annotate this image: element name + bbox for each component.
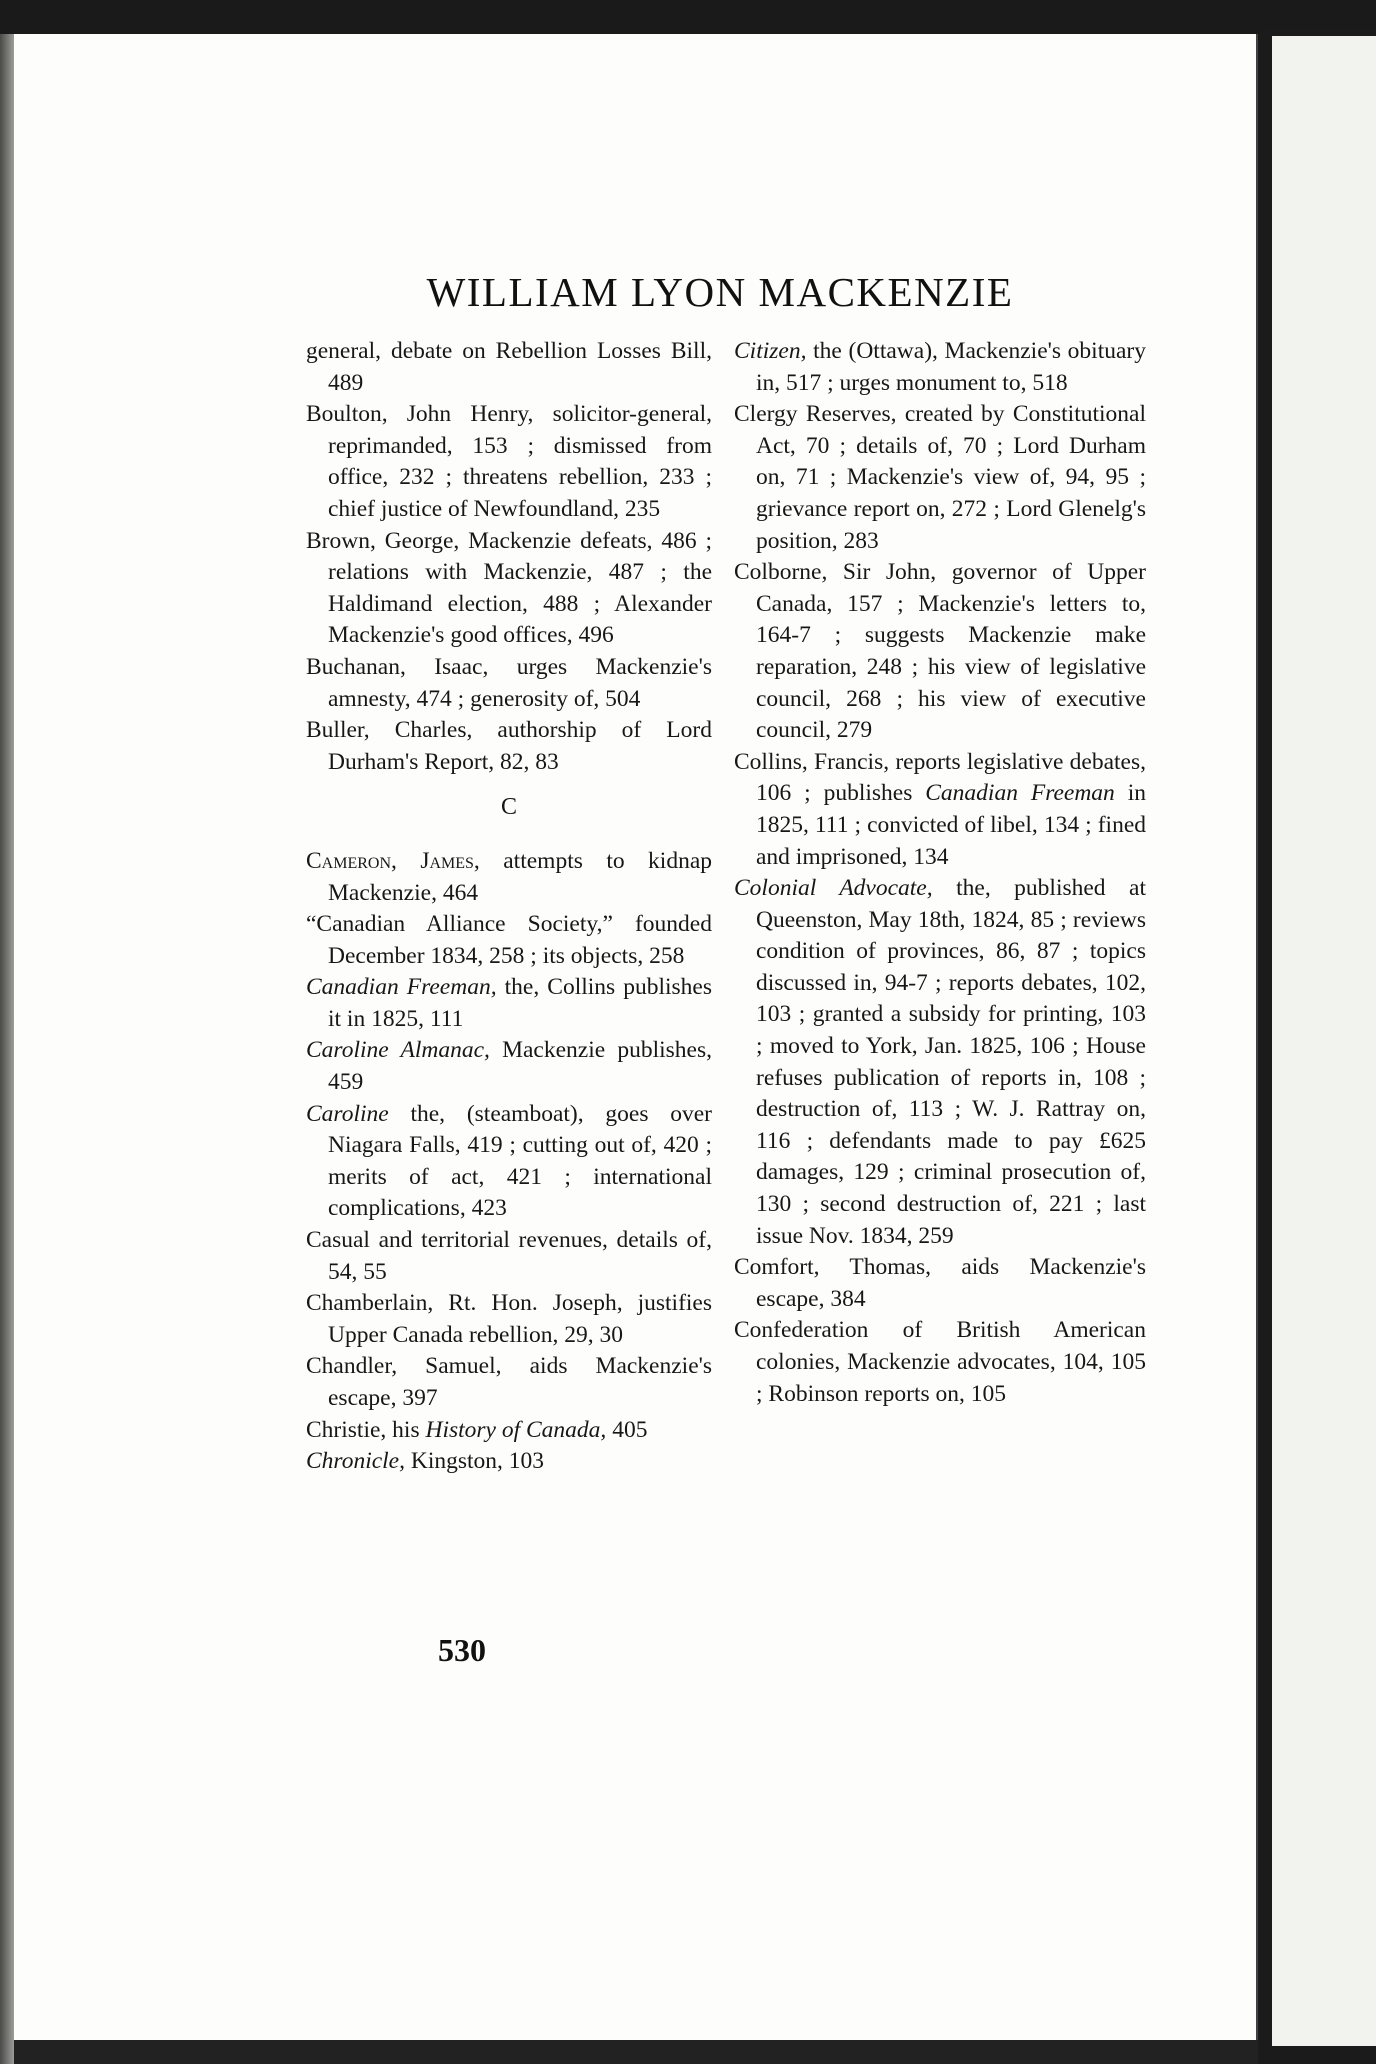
index-entry-christie (306, 1415, 712, 1447)
entry-text: the, published at Queenston, May 18th, 1824, 85 ; reviews condition of provinces, 86, 87 ; topics discussed in, 94-7 ; reports debates, 102, 103 ; granted a subsidy for printing, 103 ; moved to York, Jan. 1825, 106 ; House refuses publication of reports in, 108 ; destruction of, 113 ; W. J. Rattray on, 116 ; defendants made to pay £625 damages, 129 ; criminal prosecution of, 130 ; second destruction of, 221 ; last issue Nov. 1834, 259 (756, 875, 1146, 1249)
index-entry-cameron (306, 846, 712, 909)
entry-text: the, (steamboat), goes over Niagara Falls, 419 ; cutting out of, 420 ; merits of act, 421 ; international complications, 423 (328, 1100, 712, 1222)
entry-title: Canadian Freeman, (306, 974, 497, 1001)
index-entry-chandler: Chandler, Samuel, aids Mackenzie's escape, 397 (306, 1353, 712, 1411)
index-entry-alliance: “Canadian Alliance Society,” founded December 1834, 258 ; its objects, 258 (306, 911, 712, 969)
index-entry-boulton: Boulton, John Henry, solicitor-general, reprimanded, 153 ; dismissed from office, 232 ; threatens rebellion, 233 ; chief justice of Newfoundland, 235 (306, 401, 712, 522)
index-entry-brown: Brown, George, Mackenzie defeats, 486 ; relations with Mackenzie, 487 ; the Haldimand election, 488 ; Alexander Mackenzie's good offices, 496 (306, 527, 712, 649)
index-column-right (734, 336, 1146, 1410)
page-number: 530 (438, 1632, 486, 1668)
index-entry-collins (734, 747, 1146, 873)
index-entry-clergy: Clergy Reserves, created by Constitutional Act, 70 ; details of, 70 ; Lord Durham on, 71 ; Mackenzie's view of, 94, 95 ; grievance report on, 272 ; Lord Glenelg's position, 283 (734, 401, 1146, 554)
scan-bottom-border (14, 2040, 1258, 2064)
entry-text: the (Ottawa), Mackenzie's obituary in, 517 ; urges monument to, 518 (756, 338, 1146, 396)
entry-text: Christie, his (306, 1416, 426, 1443)
entry-title: Chronicle, (306, 1448, 405, 1475)
entry-heading: Cameron, James, (306, 847, 480, 874)
entry-title: History of Canada, (425, 1416, 607, 1443)
index-entry-buller: Buller, Charles, authorship of Lord Durham's Report, 82, 83 (306, 717, 712, 775)
book-gutter-left (0, 34, 14, 2064)
index-entry-caroline (306, 1099, 712, 1225)
entry-text: Mackenzie publishes, 459 (328, 1037, 713, 1096)
index-entry-general: general, debate on Rebellion Losses Bill, 489 (306, 338, 712, 396)
index-entry-citizen (734, 336, 1146, 399)
entry-title: Caroline Almanac, (306, 1037, 490, 1064)
index-entry-confederation: Confederation of British American colonies, Mackenzie advocates, 104, 105 ; Robinson reports on, 105 (734, 1317, 1146, 1407)
index-entry-colonial-advocate (734, 873, 1146, 1252)
entry-title: Canadian Freeman (925, 780, 1115, 807)
index-entry-casual: Casual and territorial revenues, details of, 54, 55 (306, 1227, 712, 1285)
entry-title: Citizen, (734, 338, 807, 364)
entry-text: the, Collins publishes it in 1825, 111 (328, 974, 712, 1032)
entry-text: Collins, Francis, reports legislative debates, 106 ; publishes (734, 748, 1146, 807)
running-head: WILLIAM LYON MACKENZIE (426, 269, 1014, 315)
index-entry-canadian-freeman (306, 972, 712, 1035)
index-entry-chamberlain: Chamberlain, Rt. Hon. Joseph, justifies Upper Canada rebellion, 29, 30 (306, 1290, 712, 1348)
section-letter-c: C (500, 794, 517, 821)
entry-title: Colonial Advocate, (734, 875, 933, 902)
index-entry-buchanan: Buchanan, Isaac, urges Mackenzie's amnesty, 474 ; generosity of, 504 (306, 653, 712, 712)
entry-text: attempts to kidnap Mackenzie, 464 (328, 847, 712, 906)
entry-title: Caroline (306, 1100, 389, 1127)
entry-text: 405 (606, 1416, 648, 1443)
index-entry-comfort: Comfort, Thomas, aids Mackenzie's escape, 384 (734, 1254, 1146, 1312)
index-entry-colborne: Colborne, Sir John, governor of Upper Canada, 157 ; Mackenzie's letters to, 164-7 ; suggests Mackenzie make reparation, 248 ; his view of legislative council, 268 ; his view of executive council, 279 (734, 559, 1146, 744)
index-entry-chronicle (306, 1446, 712, 1478)
facing-page-edge (1272, 36, 1376, 2046)
entry-text: Kingston, 103 (405, 1448, 545, 1475)
index-column-left (306, 336, 712, 1478)
entry-text: in 1825, 111 ; convicted of libel, 134 ; fined and imprisoned, 134 (756, 780, 1146, 870)
index-entry-caroline-almanac (306, 1035, 712, 1098)
scan-top-border (0, 0, 1376, 34)
